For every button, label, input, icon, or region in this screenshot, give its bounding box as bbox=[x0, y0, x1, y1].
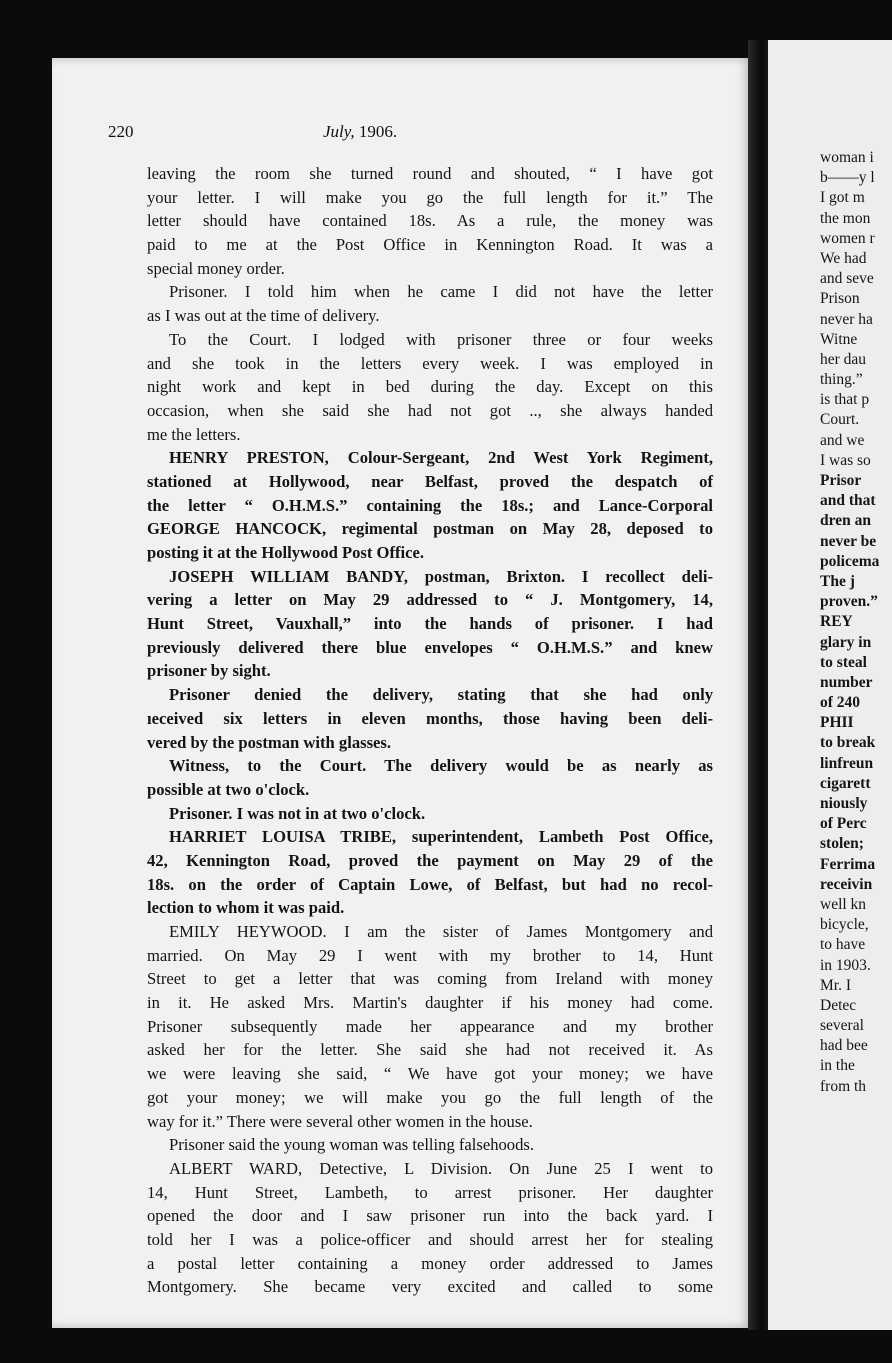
book-gutter bbox=[748, 40, 770, 1330]
right-text-line: linfreun bbox=[820, 754, 874, 772]
text-line: JOSEPH WILLIAM BANDY, postman, Brixton. I recollect deli- bbox=[169, 566, 713, 586]
right-page-text bbox=[820, 148, 892, 1097]
text-line: Prisoner denied the delivery, stating that she had only bbox=[169, 685, 713, 705]
right-text-line: bicycle, bbox=[820, 916, 869, 934]
right-text-line: well kn bbox=[820, 895, 867, 913]
body-text bbox=[147, 162, 713, 1299]
left-page bbox=[52, 58, 752, 1328]
right-text-line: The j bbox=[820, 572, 855, 590]
right-text-line: and seve bbox=[820, 270, 874, 288]
text-line: previously delivered there blue envelopes “ O.H.M.S.” and knew bbox=[147, 637, 713, 657]
text-line: paid to me at the Post Office in Kennington Road. It was a bbox=[147, 235, 713, 255]
right-text-line: to break bbox=[820, 734, 876, 752]
text-line: ALBERT WARD, Detective, L Division. On June 25 I went to bbox=[169, 1158, 713, 1178]
right-text-line: never be bbox=[820, 532, 877, 550]
text-line: Street to get a letter that was coming from Ireland with money bbox=[147, 969, 713, 989]
right-text-line: to steal bbox=[820, 653, 867, 671]
right-text-line: Ferrima bbox=[820, 855, 876, 873]
text-line: 18s. on the order of Captain Lowe, of Belfast, but had no recol- bbox=[147, 874, 713, 894]
text-line: as I was out at the time of delivery. bbox=[147, 306, 380, 326]
text-line: ıeceived six letters in eleven months, those having been deli- bbox=[147, 708, 713, 728]
text-line: vered by the postman with glasses. bbox=[147, 732, 392, 752]
text-line: lection to whom it was paid. bbox=[147, 898, 345, 918]
text-line: Prisoner said the young woman was telling falsehoods. bbox=[169, 1135, 535, 1155]
right-text-line: never ha bbox=[820, 310, 873, 328]
text-line: opened the door and I saw prisoner run into the back yard. I bbox=[147, 1206, 713, 1226]
text-line: HENRY PRESTON, Colour-Sergeant, 2nd West York Regiment, bbox=[169, 448, 713, 468]
text-line: stationed at Hollywood, near Belfast, proved the despatch of bbox=[147, 471, 713, 491]
text-line: Prisoner. I told him when he came I did not have the letter bbox=[169, 282, 713, 302]
text-line: To the Court. I lodged with prisoner three or four weeks bbox=[169, 329, 713, 349]
right-text-line: niously bbox=[820, 795, 868, 812]
text-line: a postal letter containing a money order addressed to James bbox=[147, 1253, 713, 1273]
right-text-line: policema bbox=[820, 552, 880, 570]
text-line: told her I was a police-officer and should arrest her for stealing bbox=[147, 1229, 713, 1249]
text-line: possible at two o'clock. bbox=[147, 779, 310, 799]
text-line: night work and kept in bed during the day. Except on this bbox=[147, 377, 713, 397]
right-text-line: several bbox=[820, 1017, 864, 1035]
right-text-line: b——y l bbox=[820, 169, 875, 187]
page-number: 220 bbox=[108, 122, 134, 141]
right-text-line: Court. bbox=[820, 411, 860, 429]
right-text-line: thing.” bbox=[820, 371, 863, 389]
text-line: 42, Kennington Road, proved the payment on May 29 of the bbox=[147, 850, 713, 870]
text-line: in it. He asked Mrs. Martin's daughter if his money had come. bbox=[147, 993, 713, 1013]
right-text-line: of 240 bbox=[820, 694, 861, 712]
text-line: we were leaving she said, “ We have got your money; we have bbox=[147, 1064, 713, 1084]
right-text-line: number bbox=[820, 673, 873, 691]
text-line: your letter. I will make you go the full length for it.” The bbox=[147, 187, 713, 207]
right-text-line: women r bbox=[820, 229, 875, 247]
page-header bbox=[108, 58, 648, 141]
right-text-line: glary in bbox=[820, 633, 872, 651]
text-line: letter should have contained 18s. As a rule, the money was bbox=[147, 211, 713, 231]
text-line: leaving the room she turned round and shouted, “ I have got bbox=[147, 164, 713, 183]
text-line: Prisoner. I was not in at two o'clock. bbox=[169, 803, 426, 823]
right-text-line: Prisor bbox=[820, 472, 862, 489]
right-text-line: from th bbox=[820, 1077, 867, 1095]
right-text-line: PHII bbox=[820, 714, 854, 732]
right-text-line: in the bbox=[820, 1057, 855, 1075]
right-text-line: in 1903. bbox=[820, 956, 871, 974]
text-line: got your money; we will make you go the full length of the bbox=[147, 1087, 713, 1107]
right-text-line: I was so bbox=[820, 451, 871, 469]
right-text-line: the mon bbox=[820, 209, 871, 227]
right-text-line: and that bbox=[820, 492, 876, 510]
text-line: Hunt Street, Vauxhall,” into the hands of prisoner. I had bbox=[147, 614, 713, 634]
text-line: EMILY HEYWOOD. I am the sister of James Montgomery and bbox=[169, 922, 713, 941]
text-line: Prisoner subsequently made her appearance and my brother bbox=[147, 1016, 713, 1036]
text-line: way for it.” There were several other women in the house. bbox=[147, 1111, 533, 1131]
text-line: GEORGE HANCOCK, regimental postman on May 28, deposed to bbox=[147, 519, 713, 539]
right-text-line: and we bbox=[820, 431, 865, 449]
running-head-year: 1906. bbox=[358, 122, 398, 141]
right-text-line: dren an bbox=[820, 512, 871, 530]
right-text-line: is that p bbox=[820, 391, 870, 409]
right-text-line: receivin bbox=[820, 875, 873, 893]
text-line: asked her for the letter. She said she had not received it. As bbox=[147, 1040, 713, 1060]
text-line: prisoner by sight. bbox=[147, 661, 271, 681]
right-text-line: We had bbox=[820, 249, 867, 267]
text-line: Witness, to the Court. The delivery would be as nearly as bbox=[169, 756, 713, 776]
right-text-line: proven.” bbox=[820, 593, 878, 611]
text-line: special money order. bbox=[147, 258, 285, 278]
right-text-line: I got m bbox=[820, 189, 865, 207]
right-text-line: Prison bbox=[820, 290, 860, 308]
text-line: occasion, when she said she had not got .., she always handed bbox=[147, 400, 713, 420]
right-text-line: Mr. I bbox=[820, 976, 851, 994]
text-line: and she took in the letters every week. I was employed in bbox=[147, 353, 713, 373]
right-text-line: her dau bbox=[820, 350, 867, 368]
right-text-line: to have bbox=[820, 936, 866, 954]
running-head-month: July, bbox=[323, 122, 355, 141]
running-head bbox=[323, 122, 397, 142]
right-text-line: stolen; bbox=[820, 835, 864, 853]
text-line: vering a letter on May 29 addressed to “ J. Montgomery, 14, bbox=[147, 590, 713, 610]
text-line: posting it at the Hollywood Post Office. bbox=[147, 543, 425, 562]
right-text-line: woman i bbox=[820, 149, 874, 166]
text-line: the letter “ O.H.M.S.” containing the 18s.; and Lance-Corporal bbox=[147, 495, 713, 515]
text-line: 14, Hunt Street, Lambeth, to arrest prisoner. Her daughter bbox=[147, 1182, 713, 1202]
right-text-line: REY bbox=[820, 613, 853, 631]
right-text-line: cigarett bbox=[820, 774, 871, 792]
text-line: HARRIET LOUISA TRIBE, superintendent, Lambeth Post Office, bbox=[169, 827, 713, 847]
text-line: married. On May 29 I went with my brother to 14, Hunt bbox=[147, 945, 713, 965]
text-line: Montgomery. She became very excited and called to some bbox=[147, 1277, 713, 1297]
right-text-line: had bee bbox=[820, 1037, 868, 1055]
right-text-line: Detec bbox=[820, 996, 857, 1014]
right-text-line: Witne bbox=[820, 330, 858, 348]
right-page bbox=[768, 40, 892, 1330]
text-line: me the letters. bbox=[147, 424, 241, 444]
right-text-line: of Perc bbox=[820, 815, 867, 833]
